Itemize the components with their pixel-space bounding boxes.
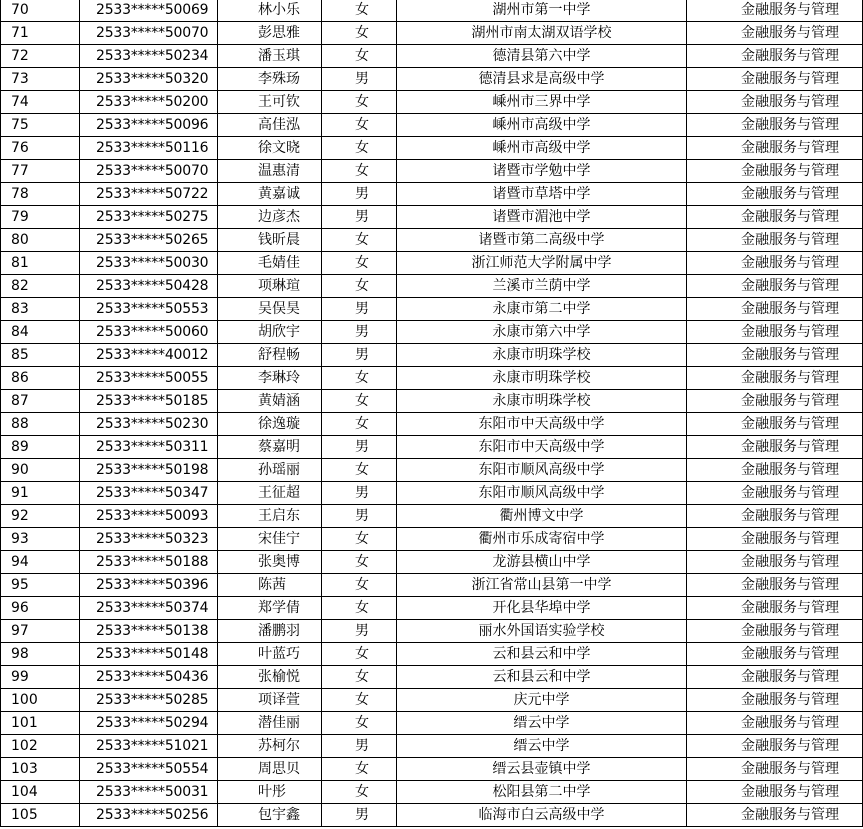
student-name-cell: 项琳瑄 [218, 275, 322, 298]
table-row [1, 252, 863, 275]
school-cell: 东阳市中天高级中学 [397, 436, 687, 459]
major-cell: 金融服务与管理 [687, 689, 863, 712]
table-row [1, 689, 863, 712]
major-cell: 金融服务与管理 [687, 45, 863, 68]
row-number-cell: 73 [1, 68, 80, 91]
major-cell: 金融服务与管理 [687, 298, 863, 321]
major-cell: 金融服务与管理 [687, 390, 863, 413]
student-name-cell: 毛婧佳 [218, 252, 322, 275]
major-cell: 金融服务与管理 [687, 574, 863, 597]
row-number-cell: 86 [1, 367, 80, 390]
school-cell: 松阳县第二中学 [397, 781, 687, 804]
row-number-cell: 94 [1, 551, 80, 574]
major-cell: 金融服务与管理 [687, 528, 863, 551]
exam-id-cell: 2533*****50096 [80, 114, 218, 137]
gender-cell: 女 [322, 528, 397, 551]
exam-id-cell: 2533*****50198 [80, 459, 218, 482]
student-name-cell: 彭思雅 [218, 22, 322, 45]
gender-cell: 女 [322, 459, 397, 482]
school-cell: 诸暨市第二高级中学 [397, 229, 687, 252]
student-name-cell: 周思贝 [218, 758, 322, 781]
table-row [1, 45, 863, 68]
student-name-cell: 叶彤 [218, 781, 322, 804]
student-name-cell: 陈茜 [218, 574, 322, 597]
gender-cell: 女 [322, 45, 397, 68]
table-row [1, 298, 863, 321]
table-row [1, 781, 863, 804]
student-name-cell: 王征超 [218, 482, 322, 505]
row-number-cell: 104 [1, 781, 80, 804]
gender-cell: 女 [322, 229, 397, 252]
exam-id-cell: 2533*****50200 [80, 91, 218, 114]
major-cell: 金融服务与管理 [687, 781, 863, 804]
major-cell: 金融服务与管理 [687, 436, 863, 459]
major-cell: 金融服务与管理 [687, 597, 863, 620]
exam-id-cell: 2533*****50265 [80, 229, 218, 252]
table-row [1, 68, 863, 91]
exam-id-cell: 2533*****50093 [80, 505, 218, 528]
major-cell: 金融服务与管理 [687, 275, 863, 298]
table-row [1, 229, 863, 252]
row-number-cell: 78 [1, 183, 80, 206]
major-cell: 金融服务与管理 [687, 91, 863, 114]
student-name-cell: 叶蓝巧 [218, 643, 322, 666]
student-name-cell: 徐逸璇 [218, 413, 322, 436]
row-number-cell: 101 [1, 712, 80, 735]
school-cell: 诸暨市草塔中学 [397, 183, 687, 206]
school-cell: 浙江师范大学附属中学 [397, 252, 687, 275]
table-row [1, 712, 863, 735]
table-row [1, 275, 863, 298]
table-row [1, 206, 863, 229]
exam-id-cell: 2533*****40012 [80, 344, 218, 367]
row-number-cell: 75 [1, 114, 80, 137]
gender-cell: 女 [322, 22, 397, 45]
gender-cell: 男 [322, 206, 397, 229]
gender-cell: 女 [322, 252, 397, 275]
gender-cell: 男 [322, 68, 397, 91]
gender-cell: 女 [322, 275, 397, 298]
school-cell: 湖州市南太湖双语学校 [397, 22, 687, 45]
table-row [1, 804, 863, 827]
table-row [1, 666, 863, 689]
school-cell: 嵊州市高级中学 [397, 137, 687, 160]
student-name-cell: 王可钦 [218, 91, 322, 114]
school-cell: 永康市第二中学 [397, 298, 687, 321]
gender-cell: 男 [322, 620, 397, 643]
school-cell: 东阳市顺风高级中学 [397, 482, 687, 505]
gender-cell: 女 [322, 114, 397, 137]
school-cell: 云和县云和中学 [397, 666, 687, 689]
table-row [1, 551, 863, 574]
table-row [1, 436, 863, 459]
exam-id-cell: 2533*****50070 [80, 22, 218, 45]
exam-id-cell: 2533*****50275 [80, 206, 218, 229]
gender-cell: 男 [322, 735, 397, 758]
exam-id-cell: 2533*****50436 [80, 666, 218, 689]
school-cell: 东阳市顺风高级中学 [397, 459, 687, 482]
school-cell: 浙江省常山县第一中学 [397, 574, 687, 597]
row-number-cell: 83 [1, 298, 80, 321]
table-row [1, 574, 863, 597]
row-number-cell: 102 [1, 735, 80, 758]
row-number-cell: 72 [1, 45, 80, 68]
school-cell: 永康市第六中学 [397, 321, 687, 344]
gender-cell: 女 [322, 758, 397, 781]
student-name-cell: 徐文晓 [218, 137, 322, 160]
school-cell: 诸暨市湄池中学 [397, 206, 687, 229]
major-cell: 金融服务与管理 [687, 482, 863, 505]
table-row [1, 160, 863, 183]
gender-cell: 女 [322, 0, 397, 22]
student-name-cell: 温惠清 [218, 160, 322, 183]
student-name-cell: 高佳泓 [218, 114, 322, 137]
major-cell: 金融服务与管理 [687, 413, 863, 436]
row-number-cell: 105 [1, 804, 80, 827]
row-number-cell: 95 [1, 574, 80, 597]
school-cell: 龙游县横山中学 [397, 551, 687, 574]
exam-id-cell: 2533*****50069 [80, 0, 218, 22]
school-cell: 庆元中学 [397, 689, 687, 712]
student-name-cell: 吴俣昊 [218, 298, 322, 321]
table-row [1, 22, 863, 45]
school-cell: 云和县云和中学 [397, 643, 687, 666]
student-name-cell: 包宇鑫 [218, 804, 322, 827]
row-number-cell: 97 [1, 620, 80, 643]
row-number-cell: 80 [1, 229, 80, 252]
table-row [1, 505, 863, 528]
major-cell: 金融服务与管理 [687, 68, 863, 91]
school-cell: 诸暨市学勉中学 [397, 160, 687, 183]
exam-id-cell: 2533*****50285 [80, 689, 218, 712]
school-cell: 永康市明珠学校 [397, 390, 687, 413]
school-cell: 缙云中学 [397, 735, 687, 758]
student-name-cell: 张榆悦 [218, 666, 322, 689]
school-cell: 缙云中学 [397, 712, 687, 735]
gender-cell: 女 [322, 643, 397, 666]
student-name-cell: 郑学倩 [218, 597, 322, 620]
exam-id-cell: 2533*****50347 [80, 482, 218, 505]
gender-cell: 女 [322, 390, 397, 413]
major-cell: 金融服务与管理 [687, 620, 863, 643]
exam-id-cell: 2533*****50323 [80, 528, 218, 551]
gender-cell: 女 [322, 137, 397, 160]
gender-cell: 男 [322, 298, 397, 321]
exam-id-cell: 2533*****50030 [80, 252, 218, 275]
gender-cell: 男 [322, 804, 397, 827]
row-number-cell: 99 [1, 666, 80, 689]
exam-id-cell: 2533*****50148 [80, 643, 218, 666]
major-cell: 金融服务与管理 [687, 505, 863, 528]
gender-cell: 女 [322, 413, 397, 436]
gender-cell: 男 [322, 505, 397, 528]
student-name-cell: 苏柯尔 [218, 735, 322, 758]
major-cell: 金融服务与管理 [687, 735, 863, 758]
major-cell: 金融服务与管理 [687, 206, 863, 229]
row-number-cell: 96 [1, 597, 80, 620]
row-number-cell: 71 [1, 22, 80, 45]
gender-cell: 女 [322, 367, 397, 390]
row-number-cell: 100 [1, 689, 80, 712]
school-cell: 德清县求是高级中学 [397, 68, 687, 91]
gender-cell: 女 [322, 160, 397, 183]
row-number-cell: 92 [1, 505, 80, 528]
table-row [1, 321, 863, 344]
student-name-cell: 潘鹏羽 [218, 620, 322, 643]
table-row [1, 758, 863, 781]
exam-id-cell: 2533*****50060 [80, 321, 218, 344]
table-row [1, 735, 863, 758]
major-cell: 金融服务与管理 [687, 459, 863, 482]
row-number-cell: 74 [1, 91, 80, 114]
gender-cell: 女 [322, 712, 397, 735]
major-cell: 金融服务与管理 [687, 229, 863, 252]
table-row [1, 367, 863, 390]
school-cell: 永康市明珠学校 [397, 367, 687, 390]
school-cell: 德清县第六中学 [397, 45, 687, 68]
major-cell: 金融服务与管理 [687, 804, 863, 827]
exam-id-cell: 2533*****50374 [80, 597, 218, 620]
exam-id-cell: 2533*****50320 [80, 68, 218, 91]
gender-cell: 女 [322, 551, 397, 574]
school-cell: 丽水外国语实验学校 [397, 620, 687, 643]
exam-id-cell: 2533*****50031 [80, 781, 218, 804]
row-number-cell: 93 [1, 528, 80, 551]
major-cell: 金融服务与管理 [687, 22, 863, 45]
school-cell: 嵊州市高级中学 [397, 114, 687, 137]
school-cell: 开化县华埠中学 [397, 597, 687, 620]
row-number-cell: 70 [1, 0, 80, 22]
exam-id-cell: 2533*****50256 [80, 804, 218, 827]
exam-id-cell: 2533*****50311 [80, 436, 218, 459]
exam-id-cell: 2533*****50234 [80, 45, 218, 68]
student-name-cell: 王启东 [218, 505, 322, 528]
student-name-cell: 项译萱 [218, 689, 322, 712]
gender-cell: 女 [322, 781, 397, 804]
row-number-cell: 81 [1, 252, 80, 275]
table-row [1, 528, 863, 551]
student-name-cell: 黄婧涵 [218, 390, 322, 413]
major-cell: 金融服务与管理 [687, 137, 863, 160]
school-cell: 衢州市乐成寄宿中学 [397, 528, 687, 551]
exam-id-cell: 2533*****50185 [80, 390, 218, 413]
gender-cell: 男 [322, 436, 397, 459]
row-number-cell: 79 [1, 206, 80, 229]
major-cell: 金融服务与管理 [687, 114, 863, 137]
gender-cell: 男 [322, 183, 397, 206]
student-name-cell: 边彦杰 [218, 206, 322, 229]
student-name-cell: 李琳玲 [218, 367, 322, 390]
exam-id-cell: 2533*****50188 [80, 551, 218, 574]
student-name-cell: 舒程畅 [218, 344, 322, 367]
row-number-cell: 76 [1, 137, 80, 160]
row-number-cell: 103 [1, 758, 80, 781]
table-row [1, 114, 863, 137]
row-number-cell: 90 [1, 459, 80, 482]
row-number-cell: 87 [1, 390, 80, 413]
row-number-cell: 89 [1, 436, 80, 459]
major-cell: 金融服务与管理 [687, 0, 863, 22]
school-cell: 衢州博文中学 [397, 505, 687, 528]
student-name-cell: 宋佳宁 [218, 528, 322, 551]
student-name-cell: 黄嘉诚 [218, 183, 322, 206]
major-cell: 金融服务与管理 [687, 367, 863, 390]
exam-id-cell: 2533*****50055 [80, 367, 218, 390]
student-name-cell: 钱昕晨 [218, 229, 322, 252]
student-name-cell: 潘玉琪 [218, 45, 322, 68]
gender-cell: 男 [322, 321, 397, 344]
exam-id-cell: 2533*****50294 [80, 712, 218, 735]
major-cell: 金融服务与管理 [687, 252, 863, 275]
gender-cell: 男 [322, 344, 397, 367]
gender-cell: 女 [322, 666, 397, 689]
exam-id-cell: 2533*****50138 [80, 620, 218, 643]
exam-id-cell: 2533*****50553 [80, 298, 218, 321]
table-row [1, 597, 863, 620]
table-row [1, 482, 863, 505]
table-row [1, 91, 863, 114]
table-body [1, 0, 863, 827]
gender-cell: 女 [322, 597, 397, 620]
major-cell: 金融服务与管理 [687, 321, 863, 344]
table-row [1, 183, 863, 206]
table-row [1, 344, 863, 367]
school-cell: 兰溪市兰荫中学 [397, 275, 687, 298]
row-number-cell: 98 [1, 643, 80, 666]
gender-cell: 女 [322, 689, 397, 712]
table-row [1, 413, 863, 436]
major-cell: 金融服务与管理 [687, 160, 863, 183]
table-row [1, 0, 863, 22]
school-cell: 永康市明珠学校 [397, 344, 687, 367]
exam-id-cell: 2533*****50116 [80, 137, 218, 160]
exam-id-cell: 2533*****50396 [80, 574, 218, 597]
table-row [1, 620, 863, 643]
table-row [1, 643, 863, 666]
exam-id-cell: 2533*****50070 [80, 160, 218, 183]
student-name-cell: 孙瑶丽 [218, 459, 322, 482]
student-name-cell: 潜佳丽 [218, 712, 322, 735]
exam-id-cell: 2533*****50722 [80, 183, 218, 206]
table-row [1, 137, 863, 160]
major-cell: 金融服务与管理 [687, 643, 863, 666]
major-cell: 金融服务与管理 [687, 758, 863, 781]
school-cell: 湖州市第一中学 [397, 0, 687, 22]
student-name-cell: 胡欣宇 [218, 321, 322, 344]
student-name-cell: 李殊玚 [218, 68, 322, 91]
school-cell: 临海市白云高级中学 [397, 804, 687, 827]
major-cell: 金融服务与管理 [687, 183, 863, 206]
row-number-cell: 85 [1, 344, 80, 367]
major-cell: 金融服务与管理 [687, 666, 863, 689]
row-number-cell: 88 [1, 413, 80, 436]
exam-id-cell: 2533*****50554 [80, 758, 218, 781]
student-name-cell: 林小乐 [218, 0, 322, 22]
row-number-cell: 77 [1, 160, 80, 183]
student-name-cell: 张奥博 [218, 551, 322, 574]
gender-cell: 男 [322, 482, 397, 505]
row-number-cell: 84 [1, 321, 80, 344]
exam-id-cell: 2533*****50230 [80, 413, 218, 436]
exam-id-cell: 2533*****51021 [80, 735, 218, 758]
table-row [1, 390, 863, 413]
exam-id-cell: 2533*****50428 [80, 275, 218, 298]
major-cell: 金融服务与管理 [687, 551, 863, 574]
table-row [1, 459, 863, 482]
gender-cell: 女 [322, 574, 397, 597]
school-cell: 东阳市中天高级中学 [397, 413, 687, 436]
gender-cell: 女 [322, 91, 397, 114]
major-cell: 金融服务与管理 [687, 344, 863, 367]
school-cell: 缙云县壶镇中学 [397, 758, 687, 781]
row-number-cell: 91 [1, 482, 80, 505]
row-number-cell: 82 [1, 275, 80, 298]
major-cell: 金融服务与管理 [687, 712, 863, 735]
school-cell: 嵊州市三界中学 [397, 91, 687, 114]
student-name-cell: 蔡嘉明 [218, 436, 322, 459]
